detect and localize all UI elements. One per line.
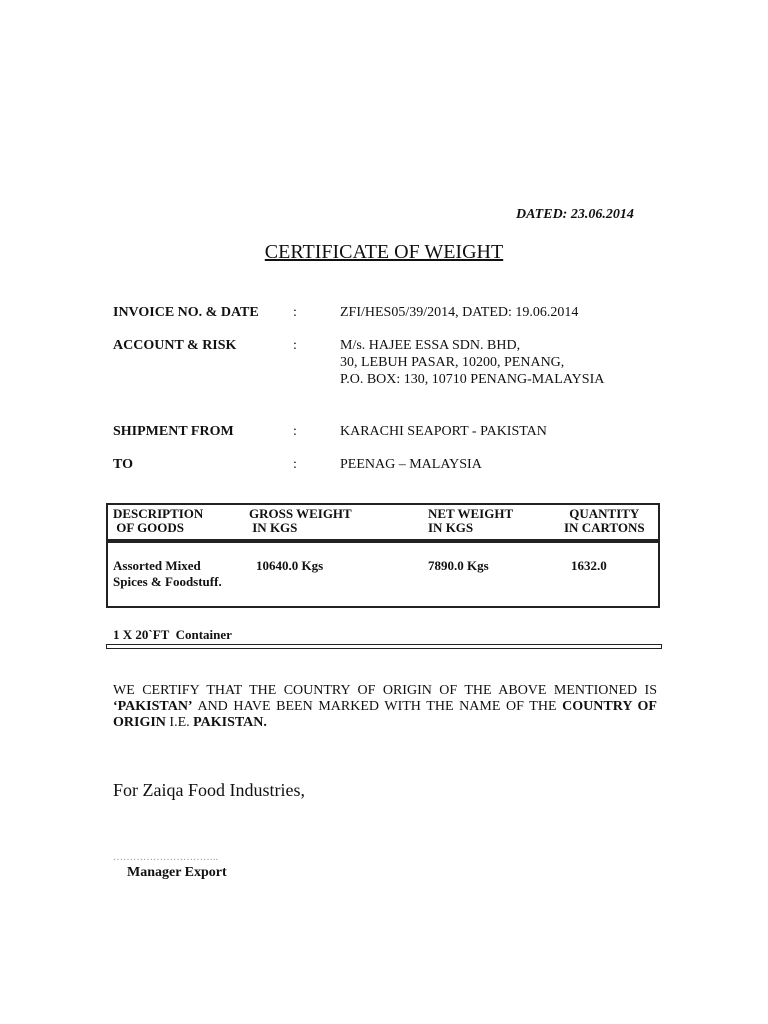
header-line: IN CARTONS (564, 520, 645, 535)
cell-net-weight: 7890.0 Kgs (428, 558, 489, 573)
description-line: Spices & Foodstuff. (113, 574, 222, 589)
divider-double-line (106, 644, 662, 649)
cell-gross-weight: 10640.0 Kgs (256, 558, 324, 573)
field-value: P.O. BOX: 130, 10710 PENANG-MALAYSIA (340, 372, 605, 387)
table-row (106, 541, 660, 608)
field-label: SHIPMENT FROM (113, 424, 234, 439)
certify-bold: ORIGIN (113, 715, 166, 730)
certify-line-2 (113, 698, 657, 715)
certify-text: AND HAVE BEEN MARKED WITH THE NAME OF THE (192, 699, 563, 714)
dated: DATED: 23.06.2014 (516, 207, 634, 222)
header-line: NET WEIGHT (428, 506, 514, 521)
field-separator: : (293, 457, 297, 472)
certify-line-1: WE CERTIFY THAT THE COUNTRY OF ORIGIN OF THE ABOVE MENTIONED IS (113, 683, 657, 698)
field-separator: : (293, 338, 297, 353)
description-line: Assorted Mixed (113, 558, 201, 573)
signature-line: ………………………….. (113, 852, 218, 863)
field-separator: : (293, 424, 297, 439)
cell-quantity: 1632.0 (571, 558, 607, 573)
header-description (113, 507, 203, 535)
header-line: GROSS WEIGHT (249, 506, 352, 521)
header-net-weight (428, 507, 513, 535)
page-title: CERTIFICATE OF WEIGHT (264, 241, 504, 263)
header-line: DESCRIPTION (113, 506, 204, 521)
header-line: IN KGS (428, 520, 474, 535)
table-header (106, 503, 660, 541)
field-value: PEENAG – MALAYSIA (340, 457, 482, 472)
field-value: ZFI/HES05/39/2014, DATED: 19.06.2014 (340, 305, 579, 320)
field-label: INVOICE NO. & DATE (113, 305, 259, 320)
header-quantity (564, 507, 645, 535)
certify-line-3 (113, 714, 657, 731)
header-line: IN KGS (249, 520, 298, 535)
field-value: 30, LEBUH PASAR, 10200, PENANG, (340, 355, 565, 370)
certify-bold: ‘PAKISTAN’ (113, 699, 193, 714)
header-line: OF GOODS (113, 520, 185, 535)
field-label: TO (113, 457, 133, 472)
field-value: M/s. HAJEE ESSA SDN. BHD, (340, 338, 521, 353)
field-label: ACCOUNT & RISK (113, 338, 237, 353)
certify-bold: PAKISTAN. (193, 715, 267, 730)
certify-text: I.E. (165, 715, 194, 730)
field-value: KARACHI SEAPORT - PAKISTAN (340, 424, 547, 439)
signoff: For Zaiqa Food Industries, (113, 780, 305, 800)
header-line: QUANTITY (569, 506, 640, 521)
field-separator: : (293, 305, 297, 320)
header-gross-weight (249, 507, 352, 535)
certify-bold: COUNTRY OF (562, 699, 657, 714)
container-info: 1 X 20`FT Container (113, 627, 232, 642)
signatory-title: Manager Export (127, 865, 227, 880)
cell-description (113, 558, 222, 590)
